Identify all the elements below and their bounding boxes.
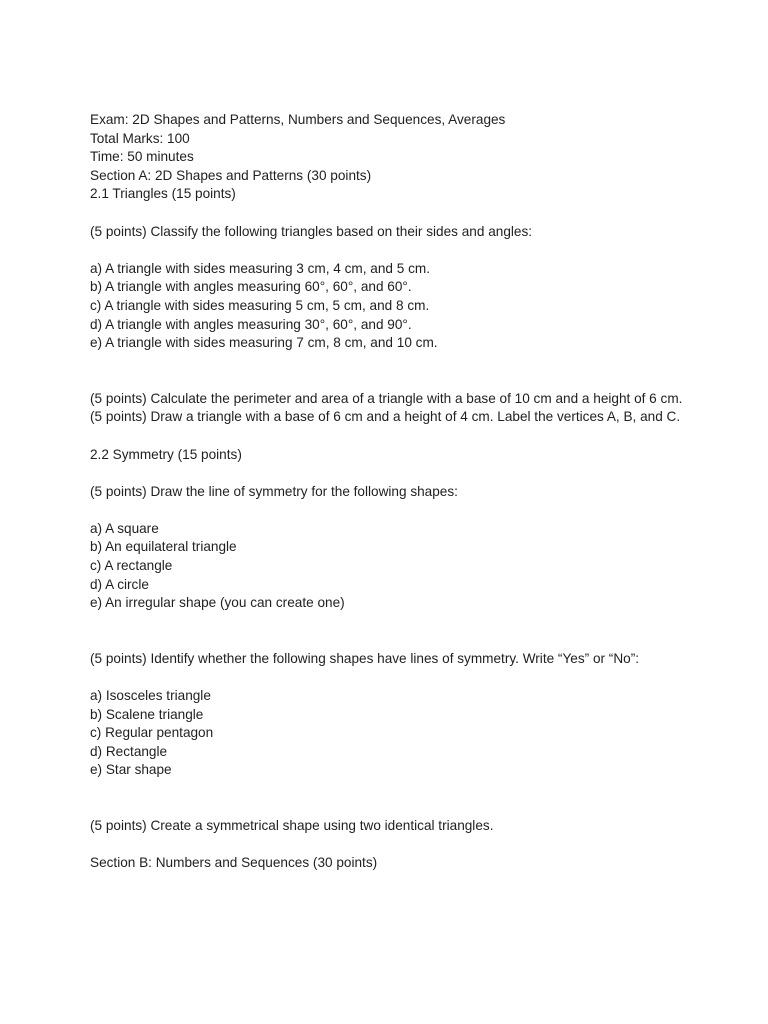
subsection-2-1-heading: 2.1 Triangles (15 points) bbox=[90, 186, 236, 202]
section-a-heading: Section A: 2D Shapes and Patterns (30 points) bbox=[90, 167, 372, 183]
question-classify-triangles: (5 points) Classify the following triangles based on their sides and angles: bbox=[90, 223, 533, 239]
list-item: b) Scalene triangle bbox=[90, 706, 204, 722]
exam-document bbox=[90, 111, 690, 873]
question-symmetrical-shape: (5 points) Create a symmetrical shape using two identical triangles. bbox=[90, 818, 494, 833]
time-limit: Time: 50 minutes bbox=[90, 149, 194, 165]
list-item: a) Isosceles triangle bbox=[90, 688, 211, 704]
question-draw-symmetry: (5 points) Draw the line of symmetry for the following shapes: bbox=[90, 483, 458, 499]
exam-title: Exam: 2D Shapes and Patterns, Numbers and Sequences, Averages bbox=[90, 112, 506, 127]
total-marks: Total Marks: 100 bbox=[90, 130, 190, 146]
question-identify-symmetry: (5 points) Identify whether the following shapes have lines of symmetry. Write “Yes” or “No”: bbox=[90, 650, 640, 666]
list-item: c) A triangle with sides measuring 5 cm, 5 cm, and 8 cm. bbox=[90, 297, 430, 313]
list-item: d) A triangle with angles measuring 30°, 60°, and 90°. bbox=[90, 316, 412, 332]
list-item: c) Regular pentagon bbox=[90, 725, 214, 741]
list-item: a) A triangle with sides measuring 3 cm, 4 cm, and 5 cm. bbox=[90, 260, 430, 276]
list-item: b) A triangle with angles measuring 60°, 60°, and 60°. bbox=[90, 279, 412, 295]
list-item: d) A circle bbox=[90, 576, 149, 592]
list-item: d) Rectangle bbox=[90, 743, 168, 759]
question-draw-triangle: (5 points) Draw a triangle with a base of 6 cm and a height of 4 cm. Label the vertices A, B, and C. bbox=[90, 409, 681, 425]
list-item: c) A rectangle bbox=[90, 558, 173, 574]
question-perimeter-area: (5 points) Calculate the perimeter and area of a triangle with a base of 10 cm and a height of 6 cm. bbox=[90, 390, 683, 406]
list-item: b) An equilateral triangle bbox=[90, 539, 237, 555]
list-item: e) An irregular shape (you can create one) bbox=[90, 595, 345, 611]
section-b-heading: Section B: Numbers and Sequences (30 points) bbox=[90, 855, 378, 871]
list-item: e) A triangle with sides measuring 7 cm, 8 cm, and 10 cm. bbox=[90, 335, 438, 351]
subsection-2-2-heading: 2.2 Symmetry (15 points) bbox=[90, 446, 242, 462]
list-item: e) Star shape bbox=[90, 762, 172, 778]
list-item: a) A square bbox=[90, 520, 159, 536]
